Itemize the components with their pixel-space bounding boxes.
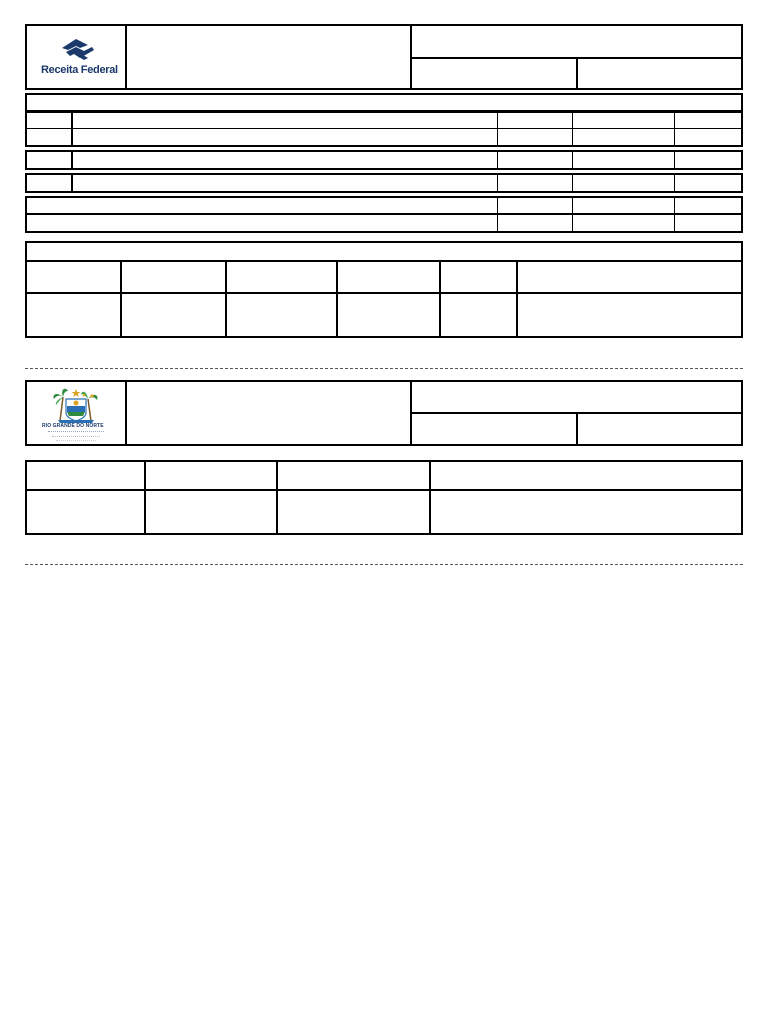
state-payment-col2 bbox=[276, 460, 278, 535]
federal-totals-col4 bbox=[674, 196, 675, 233]
federal-auth-header-split bbox=[25, 292, 743, 294]
federal-row-c bbox=[25, 173, 743, 193]
federal-row-b-col4 bbox=[674, 150, 675, 170]
federal-row-b-col3 bbox=[572, 150, 573, 170]
federal-auth-col5 bbox=[516, 260, 518, 338]
federal-row-c-col4 bbox=[674, 173, 675, 193]
receita-federal-logo-text: Receita Federal bbox=[41, 64, 118, 76]
receita-federal-emblem-icon bbox=[36, 36, 116, 64]
federal-row-c-code-divider bbox=[71, 173, 73, 193]
federal-row-b bbox=[25, 150, 743, 170]
federal-auth-col1 bbox=[120, 260, 122, 338]
federal-row-a-code-divider bbox=[71, 111, 73, 147]
federal-totals-split bbox=[25, 213, 743, 215]
federal-row-group-a bbox=[25, 111, 743, 147]
state-header-right-subdivider bbox=[576, 412, 578, 446]
federal-row-a-col3 bbox=[572, 111, 573, 147]
federal-title-bar bbox=[25, 93, 743, 112]
rio-grande-do-norte-seal-text: RIO GRANDE DO NORTE bbox=[42, 423, 104, 429]
rio-grande-do-norte-seal bbox=[30, 383, 122, 443]
seal-subtext-line-3 bbox=[56, 440, 96, 441]
state-payment-col1 bbox=[144, 460, 146, 535]
federal-auth-col2 bbox=[225, 260, 227, 338]
federal-auth-col3 bbox=[336, 260, 338, 338]
state-payment-header-split bbox=[25, 489, 743, 491]
federal-totals-col3 bbox=[572, 196, 573, 233]
federal-row-c-col3 bbox=[572, 173, 573, 193]
federal-row-a-col2 bbox=[497, 111, 498, 147]
federal-header-divider-logo bbox=[125, 24, 127, 90]
federal-row-a-col4 bbox=[674, 111, 675, 147]
federal-row-b-col2 bbox=[497, 150, 498, 170]
federal-auth-col4 bbox=[439, 260, 441, 338]
federal-row-group-a-split bbox=[25, 128, 743, 129]
state-payment-table bbox=[25, 460, 743, 535]
federal-auth-title-bar bbox=[25, 241, 743, 262]
federal-row-c-col2 bbox=[497, 173, 498, 193]
seal-subtext-line-2 bbox=[52, 436, 100, 437]
cut-line-2 bbox=[25, 564, 743, 565]
federal-auth-table bbox=[25, 260, 743, 338]
state-payment-col3 bbox=[429, 460, 431, 535]
federal-header-right-subdivider bbox=[576, 57, 578, 90]
federal-row-b-code-divider bbox=[71, 150, 73, 170]
rio-grande-do-norte-coat-of-arms-icon bbox=[30, 383, 122, 423]
cut-line-1 bbox=[25, 368, 743, 369]
federal-totals-col2 bbox=[497, 196, 498, 233]
seal-subtext-line bbox=[48, 431, 104, 432]
state-header-divider-logo bbox=[125, 380, 127, 446]
receita-federal-logo bbox=[36, 36, 116, 80]
